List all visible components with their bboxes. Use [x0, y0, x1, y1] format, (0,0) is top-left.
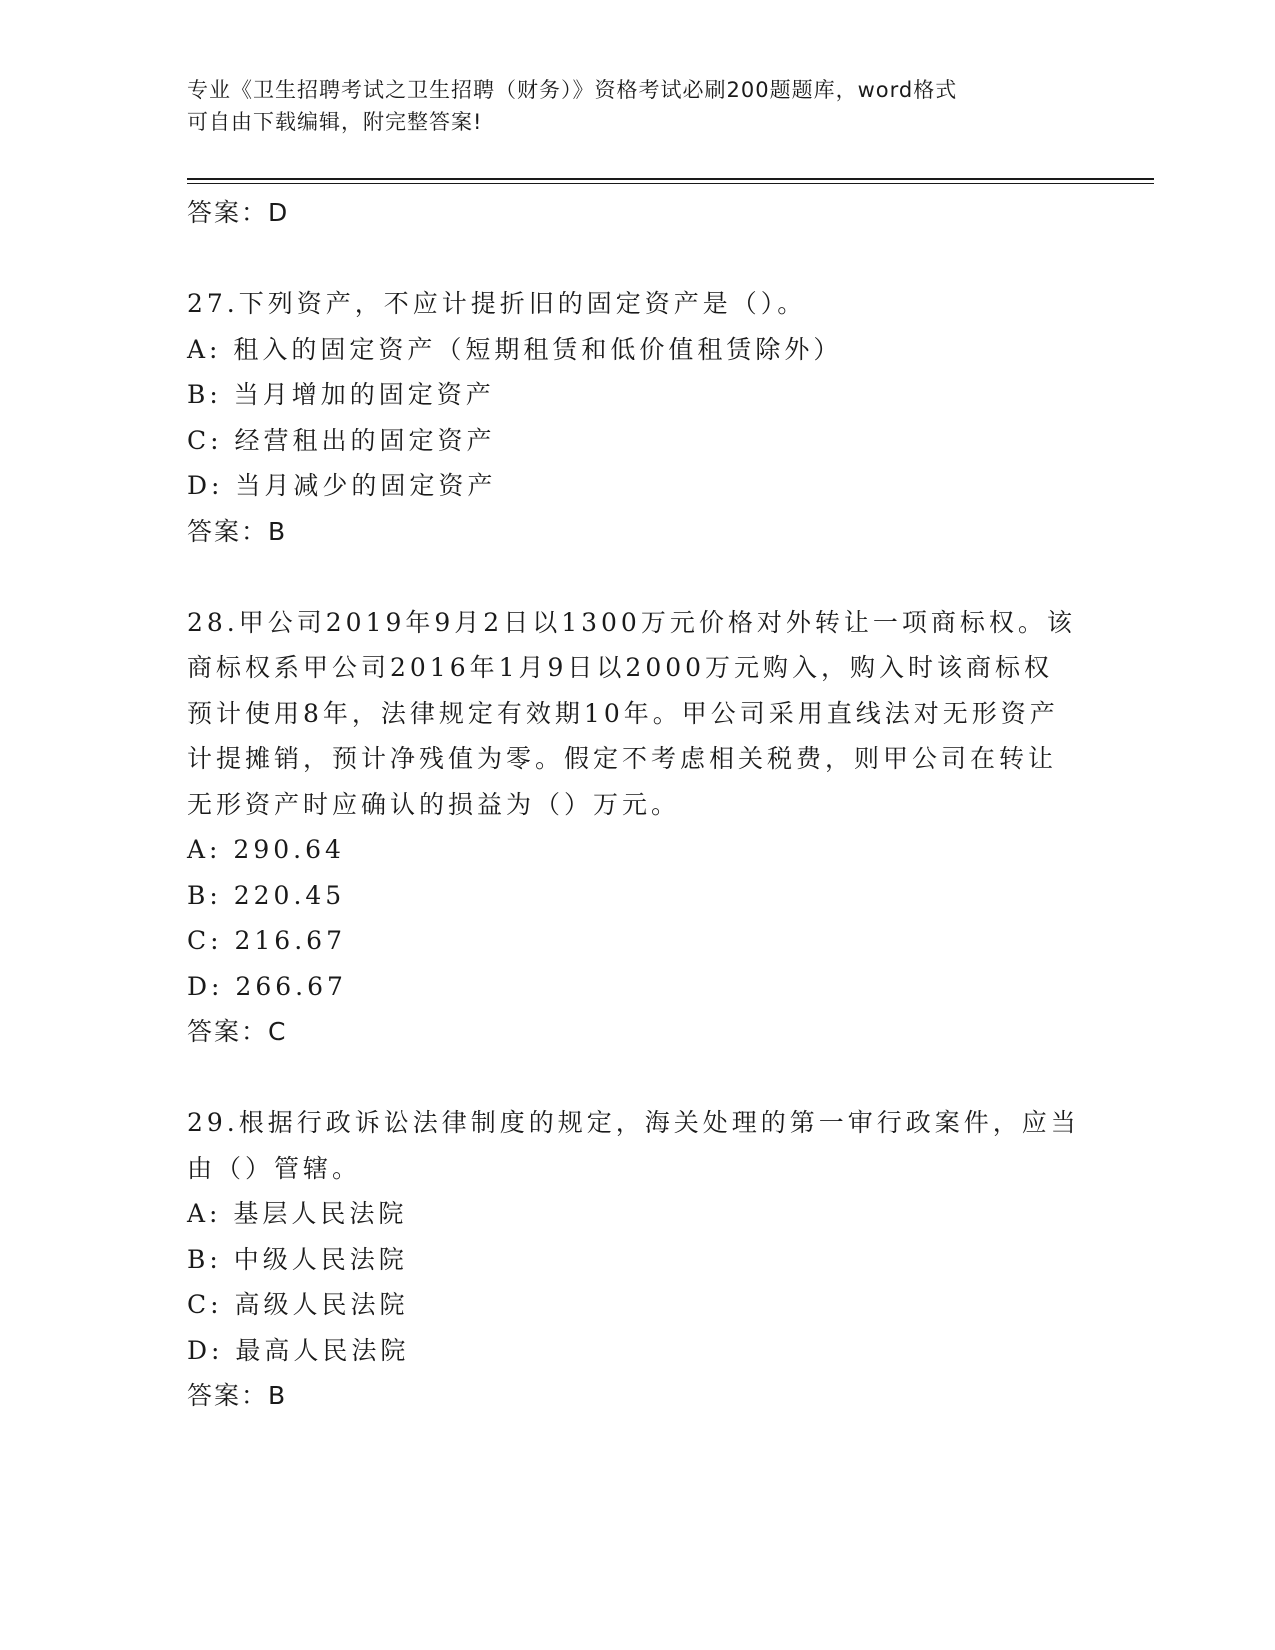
answer-label: 答案：B: [187, 516, 288, 546]
spacer: [187, 1055, 1087, 1101]
option-a: A: 租入的固定资产（短期租赁和低价值租赁除外）: [187, 334, 843, 364]
question-text-line-1: 29.根据行政诉讼法律制度的规定，海关处理的第一审行政案件，应当: [187, 1108, 1080, 1137]
spacer: [187, 554, 1087, 600]
question-text: 27.下列资产，不应计提折旧的固定资产是（）。: [187, 289, 807, 318]
option-d: D: 当月减少的固定资产: [187, 471, 497, 500]
header-line-1: 专业《卫生招聘考试之卫生招聘（财务）》资格考试必刷200题题库，word格式: [187, 78, 958, 102]
answer-block-26: [187, 190, 1087, 236]
option-d: D: 最高人民法院: [187, 1335, 410, 1365]
answer-label: 答案：D: [187, 198, 290, 227]
question-block-27: [187, 281, 1087, 554]
question-text-line-4: 计提摊销，预计净残值为零。假定不考虑相关税费，则甲公司在转让: [187, 744, 1058, 773]
header-divider-thin: [187, 183, 1154, 184]
option-b: B: 当月增加的固定资产: [187, 380, 495, 409]
question-text-line-2: 由（）管辖。: [187, 1153, 362, 1183]
spacer: [187, 236, 1087, 282]
question-text-line-2: 商标权系甲公司2016年1月9日以2000万元购入，购入时该商标权: [187, 653, 1054, 682]
answer-label: 答案：B: [187, 1381, 288, 1410]
question-list: [187, 190, 1087, 1419]
option-c: C: 经营租出的固定资产: [187, 425, 496, 455]
option-b: B: 中级人民法院: [187, 1244, 408, 1274]
question-block-29: [187, 1100, 1087, 1419]
header-divider-thick: [187, 178, 1154, 180]
option-a: A: 基层人民法院: [187, 1199, 408, 1228]
question-text-line-1: 28.甲公司2019年9月2日以1300万元价格对外转让一项商标权。该: [187, 607, 1076, 637]
option-d: D: 266.67: [187, 971, 347, 1001]
answer-label: 答案：C: [187, 1017, 288, 1046]
question-text-line-3: 预计使用8年，法律规定有效期10年。甲公司采用直线法对无形资产: [187, 698, 1059, 728]
question-block-28: [187, 600, 1087, 1055]
option-c: C: 高级人民法院: [187, 1290, 409, 1319]
header-line-2: 可自由下载编辑，附完整答案!: [187, 110, 483, 134]
option-a: A: 290.64: [187, 835, 345, 864]
document-header: [187, 74, 1067, 138]
question-text-line-5: 无形资产时应确认的损益为（）万元。: [187, 789, 681, 819]
option-b: B: 220.45: [187, 880, 346, 910]
option-c: C: 216.67: [187, 926, 346, 955]
